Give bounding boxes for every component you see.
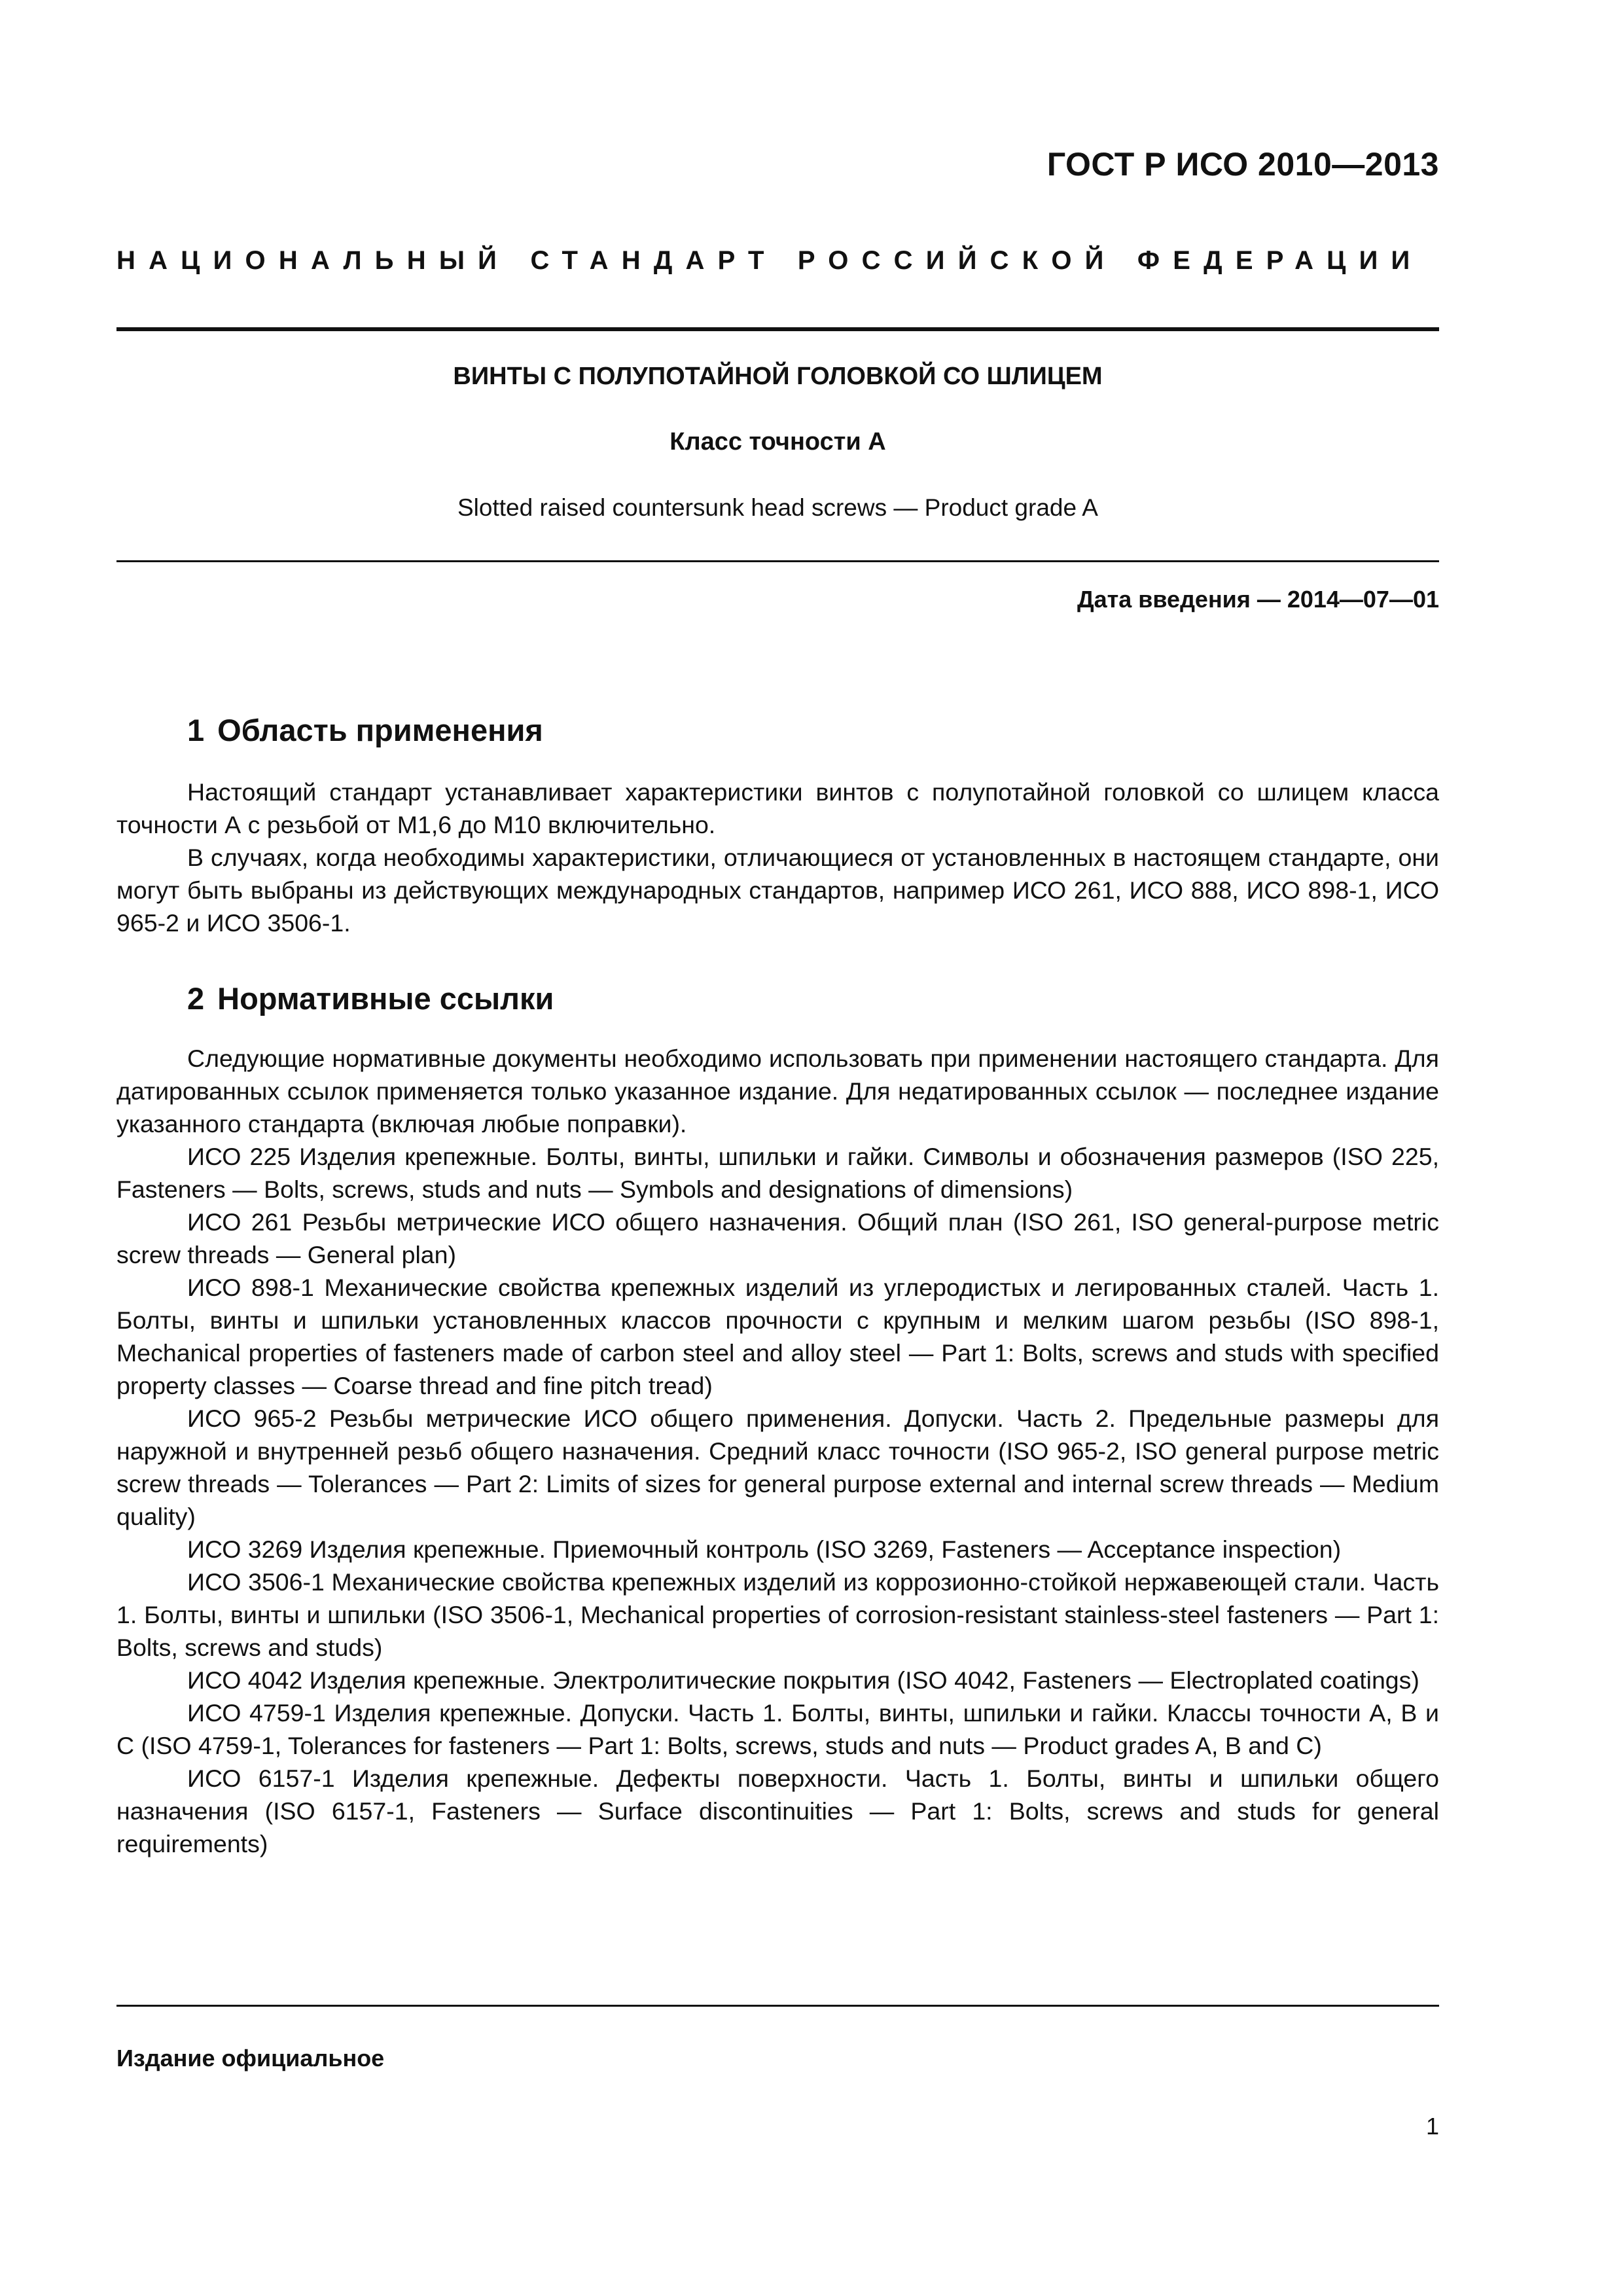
- reference-iso-3269: ИСО 3269 Изделия крепежные. Приемочный контроль (ISO 3269, Fasteners — Acceptance inspection): [187, 1535, 1342, 1563]
- official-edition-label: Издание официальное: [116, 2045, 385, 2072]
- section-2-title: Нормативные ссылки: [217, 981, 554, 1016]
- document-subtitle: Класс точности А: [669, 428, 886, 456]
- reference-iso-6157-1: ИСО 6157-1 Изделия крепежные. Дефекты поверхности. Часть 1. Болты, винты и шпильки общего назначения (ISO 6157-1, Fasteners — Surface discontinuities — Part 1: Bolts, screws and studs for general requirements): [116, 1765, 1439, 1857]
- header-divider: [116, 327, 1439, 331]
- introduction-date: Дата введения — 2014—07—01: [1077, 586, 1439, 613]
- reference-iso-4042: ИСО 4042 Изделия крепежные. Электролитические покрытия (ISO 4042, Fasteners — Electroplated coatings): [187, 1666, 1419, 1694]
- reference-iso-3506-1: ИСО 3506-1 Механические свойства крепежных изделий из коррозионно-стойкой нержавеющей стали. Часть 1. Болты, винты и шпильки (ISO 3506-1, Mechanical properties of corrosion-resistant stainless-steel fasteners — Part 1: Bolts, screws and studs): [116, 1568, 1439, 1661]
- document-title-english: Slotted raised countersunk head screws — Product grade A: [457, 494, 1098, 521]
- gost-code: ГОСТ Р ИСО 2010—2013: [1046, 146, 1439, 183]
- section-1-title: Область применения: [217, 713, 543, 747]
- section-2-heading: [187, 983, 554, 1014]
- page-number: 1: [1425, 2113, 1439, 2140]
- section-2-number: 2: [187, 981, 205, 1016]
- reference-iso-261: ИСО 261 Резьбы метрические ИСО общего назначения. Общий план (ISO 261, ISO general-purpose metric screw threads — General plan): [116, 1208, 1439, 1268]
- reference-iso-4759-1: ИСО 4759-1 Изделия крепежные. Допуски. Часть 1. Болты, винты, шпильки и гайки. Классы точности А, В и С (ISO 4759-1, Tolerances for fasteners — Part 1: Bolts, screws, studs and nuts — Product grades A, B and C): [116, 1699, 1439, 1759]
- paragraph: В случаях, когда необходимы характеристики, отличающиеся от установленных в настоящем стандарте, они могут быть выбраны из действующих международных стандартов, например ИСО 261, ИСО 888, ИСО 898-1, ИСО 965-2 и ИСО 3506-1.: [116, 844, 1439, 937]
- section-2-body: [116, 1042, 1439, 1860]
- title-divider: [116, 560, 1439, 562]
- document-title: ВИНТЫ С ПОЛУПОТАЙНОЙ ГОЛОВКОЙ СО ШЛИЦЕМ: [453, 363, 1103, 390]
- reference-iso-965-2: ИСО 965-2 Резьбы метрические ИСО общего применения. Допуски. Часть 2. Предельные размеры для наружной и внутренней резьб общего назначения. Средний класс точности (ISO 965-2, ISO general purpose metric screw threads — Tolerances — Part 2: Limits of sizes for general purpose external and internal screw threads — Medium quality): [116, 1405, 1439, 1530]
- reference-iso-898-1: ИСО 898-1 Механические свойства крепежных изделий из углеродистых и легированных сталей. Часть 1. Болты, винты и шпильки установленных классов прочности с крупным и мелким шагом резьбы (ISO 898-1, Mechanical properties of fasteners made of carbon steel and alloy steel — Part 1: Bolts, screws and studs with specified property classes — Coarse thread and fine pitch tread): [116, 1274, 1439, 1399]
- paragraph: Настоящий стандарт устанавливает характеристики винтов с полупотайной головкой со шлицем класса точности А с резьбой от М1,6 до М10 включительно.: [116, 778, 1439, 838]
- paragraph: Следующие нормативные документы необходимо использовать при применении настоящего стандарта. Для датированных ссылок применяется только указанное издание. Для недатированных ссылок — последнее издание указанного стандарта (включая любые поправки).: [116, 1045, 1439, 1138]
- section-1-number: 1: [187, 713, 205, 747]
- reference-iso-225: ИСО 225 Изделия крепежные. Болты, винты, шпильки и гайки. Символы и обозначения размеров (ISO 225, Fasteners — Bolts, screws, studs and nuts — Symbols and designations of dimensions): [116, 1143, 1439, 1203]
- footer-divider: [116, 2005, 1439, 2007]
- section-1-body: [116, 776, 1439, 939]
- national-standard-banner: НАЦИОНАЛЬНЫЙ СТАНДАРТ РОССИЙСКОЙ ФЕДЕРАЦИИ: [116, 246, 1423, 275]
- section-1-heading: [187, 715, 543, 745]
